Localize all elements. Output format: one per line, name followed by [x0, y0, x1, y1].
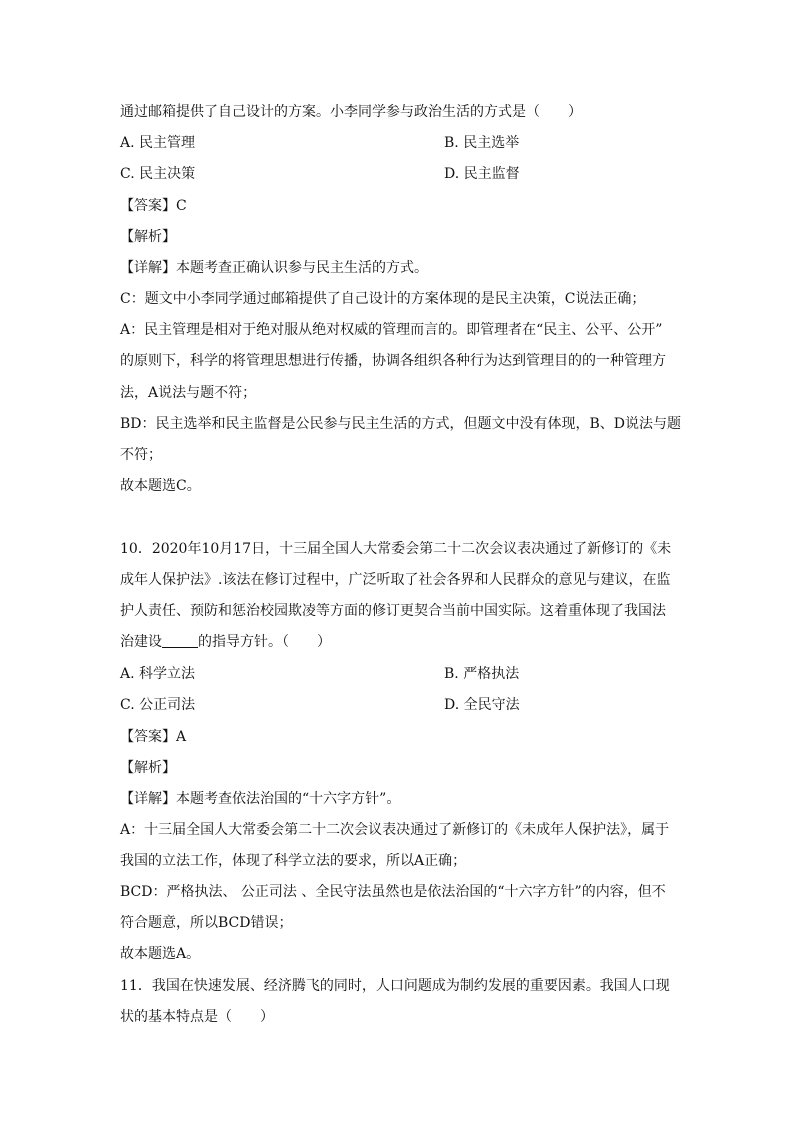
q10-stem-line: 护人责任、预防和惩治校园欺凌等方面的修订更契合当前中国实际。这着重体现了我国法 — [120, 603, 666, 619]
q10-stem-after-blank: 的指导方针。（ ） — [198, 634, 331, 650]
q10-option-c: C. 公正司法 — [120, 697, 196, 713]
q10-detail-line: A：十三届全国人大常委会第二十二次会议表决通过了新修订的《未成年人保护法》，属于 — [120, 822, 670, 838]
q9-option-b: B. 民主选举 — [444, 135, 520, 151]
q10-option-a: A. 科学立法 — [120, 666, 196, 682]
q10-analysis-label: 【解析】 — [120, 760, 176, 776]
q9-option-c: C. 民主决策 — [120, 166, 196, 182]
q9-detail-line: 的原则下，科学的将管理思想进行传播，协调各组织各种行为达到管理目的的一种管理方 — [120, 353, 666, 369]
q9-detail-line: 故本题选C。 — [120, 478, 201, 494]
q10-option-d: D. 全民守法 — [444, 697, 520, 713]
q11-stem-line: 状的基本特点是（ ） — [120, 1009, 274, 1025]
q9-option-d: D. 民主监督 — [444, 166, 520, 182]
q9-detail-line: C：题文中小李同学通过邮箱提供了自己设计的方案体现的是民主决策，C说法正确； — [120, 291, 646, 307]
q9-option-a: A. 民主管理 — [120, 135, 196, 151]
q9-detail-line: 不符； — [120, 447, 162, 463]
q10-detail-line: 符合题意，所以BCD错误； — [120, 915, 293, 931]
q10-detail-line: 【详解】本题考查依法治国的“十六字方针”。 — [120, 791, 401, 807]
q10-detail-line: 我国的立法工作，体现了科学立法的要求，所以A正确； — [120, 853, 467, 869]
q10-detail-line: 故本题选A。 — [120, 946, 201, 962]
q9-analysis-label: 【解析】 — [120, 229, 176, 245]
q9-answer: 【答案】C — [120, 198, 187, 214]
q10-stem-line-last — [120, 632, 331, 652]
q9-detail-line: BD：民主选举和民主监督是公民参与民主生活的方式，但题文中没有体现，B、D说法与题 — [120, 416, 682, 432]
q10-stem-line: 成年人保护法》.该法在修订过程中，广泛听取了社会各界和人民群众的意见与建议，在监 — [120, 572, 671, 588]
q10-option-b: B. 严格执法 — [444, 666, 520, 682]
q10-stem-before-blank: 治建设 — [120, 634, 162, 650]
q11-stem-line: 11．我国在快速发展、经济腾飞的同时，人口问题成为制约发展的重要因素。我国人口现 — [120, 978, 670, 994]
q9-stem: 通过邮箱提供了自己设计的方案。小李同学参与政治生活的方式是（ ） — [120, 104, 582, 120]
q9-detail-line: 【详解】本题考查正确认识参与民主生活的方式。 — [120, 260, 428, 276]
q9-detail-line: 法，A说法与题不符； — [120, 385, 257, 401]
q10-answer: 【答案】A — [120, 729, 187, 745]
q10-detail-line: BCD：严格执法、 公正司法 、全民守法虽然也是依法治国的“十六字方针”的内容，但不 — [120, 884, 666, 900]
q10-answer-blank — [162, 633, 198, 648]
q10-stem-line: 10．2020年10月17日，十三届全国人大常委会第二十二次会议表决通过了新修订的《未 — [120, 541, 672, 557]
q9-detail-line: A：民主管理是相对于绝对服从绝对权威的管理而言的。即管理者在“民主、公平、公开” — [120, 322, 663, 338]
